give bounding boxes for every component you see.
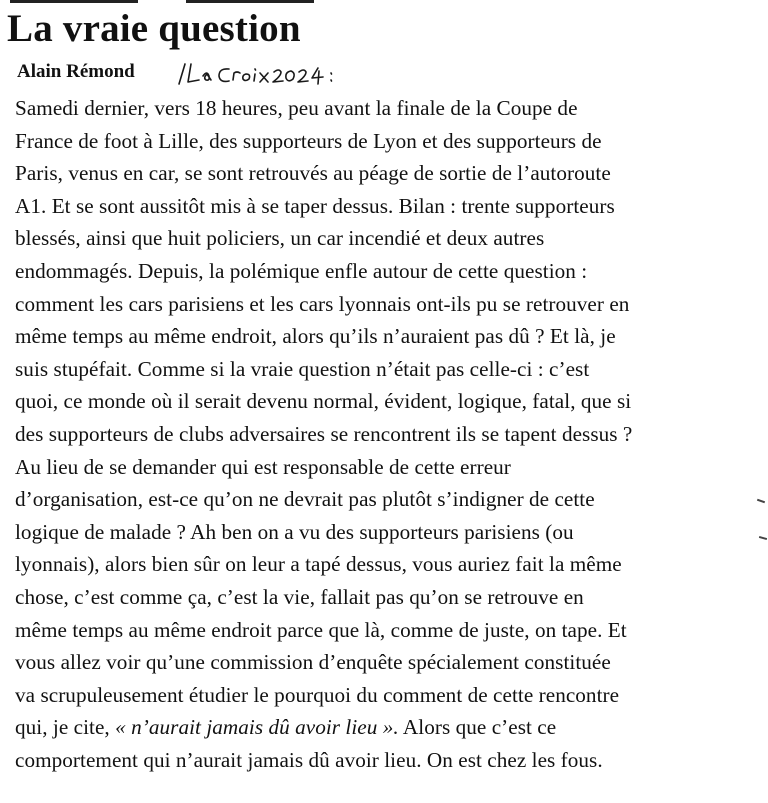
text-line: comportement qui n’aurait jamais dû avoir lieu. On est chez les fous. <box>15 747 603 772</box>
article-body <box>15 92 760 776</box>
byline <box>17 61 135 83</box>
text-line: comment les cars parisiens et les cars lyonnais ont-ils pu se retrouver en <box>15 291 630 316</box>
text-line: vous allez voir qu’une commission d’enquête spécialement constituée <box>15 650 611 675</box>
text-line: France de foot à Lille, des supporteurs de Lyon et des supporteurs de <box>15 128 602 153</box>
text-line: va scrupuleusement étudier le pourquoi du comment de cette rencontre <box>15 682 620 707</box>
quoted-text: « n’aurait jamais dû avoir lieu ». <box>115 715 399 740</box>
text-line: Samedi dernier, vers 18 heures, peu avant la finale de la Coupe de <box>15 96 578 120</box>
text-line: endommagés. Depuis, la polémique enfle autour de cette question : <box>15 258 588 283</box>
text-line: même temps au même endroit parce que là, comme de juste, on tape. Et <box>15 617 627 642</box>
article-title: La vraie question <box>7 7 301 50</box>
text-fragment: Alors que c’est ce <box>398 715 557 740</box>
author-name: Alain Rémond <box>17 61 135 82</box>
text-line: logique de malade ? Ah ben on a vu des supporteurs parisiens (ou <box>15 519 574 544</box>
text-line: lyonnais), alors bien sûr on leur a tapé dessus, vous auriez fait la même <box>15 552 622 577</box>
text-line: Paris, venus en car, se sont retrouvés au péage de sortie de l’autoroute <box>15 161 611 186</box>
text-line: Au lieu de se demander qui est responsable de cette erreur <box>15 454 511 479</box>
text-line: suis stupéfait. Comme si la vraie question n’était pas celle-ci : c’est <box>15 356 590 381</box>
text-fragment: qui, je cite, <box>15 715 116 740</box>
text-line: d’organisation, est-ce qu’on ne devrait pas plutôt s’indigner de cette <box>15 487 595 512</box>
top-rule <box>10 0 138 3</box>
text-line <box>15 711 760 744</box>
text-line: même temps au même endroit, alors qu’ils n’auraient pas dû ? Et là, je <box>15 324 616 349</box>
handwritten-source-note <box>173 60 343 88</box>
text-line: des supporteurs de clubs adversaires se rencontrent ils se tapent dessus ? <box>15 421 633 446</box>
text-line: quoi, ce monde où il serait devenu normal, évident, logique, fatal, que si <box>15 389 632 414</box>
top-rule <box>186 0 314 3</box>
text-line: A1. Et se sont aussitôt mis à se taper dessus. Bilan : trente supporteurs <box>15 193 615 218</box>
text-line: chose, c’est comme ça, c’est la vie, fallait pas qu’on se retrouve en <box>15 584 584 609</box>
margin-mark <box>759 536 767 540</box>
text-line: blessés, ainsi que huit policiers, un car incendié et deux autres <box>15 226 545 251</box>
